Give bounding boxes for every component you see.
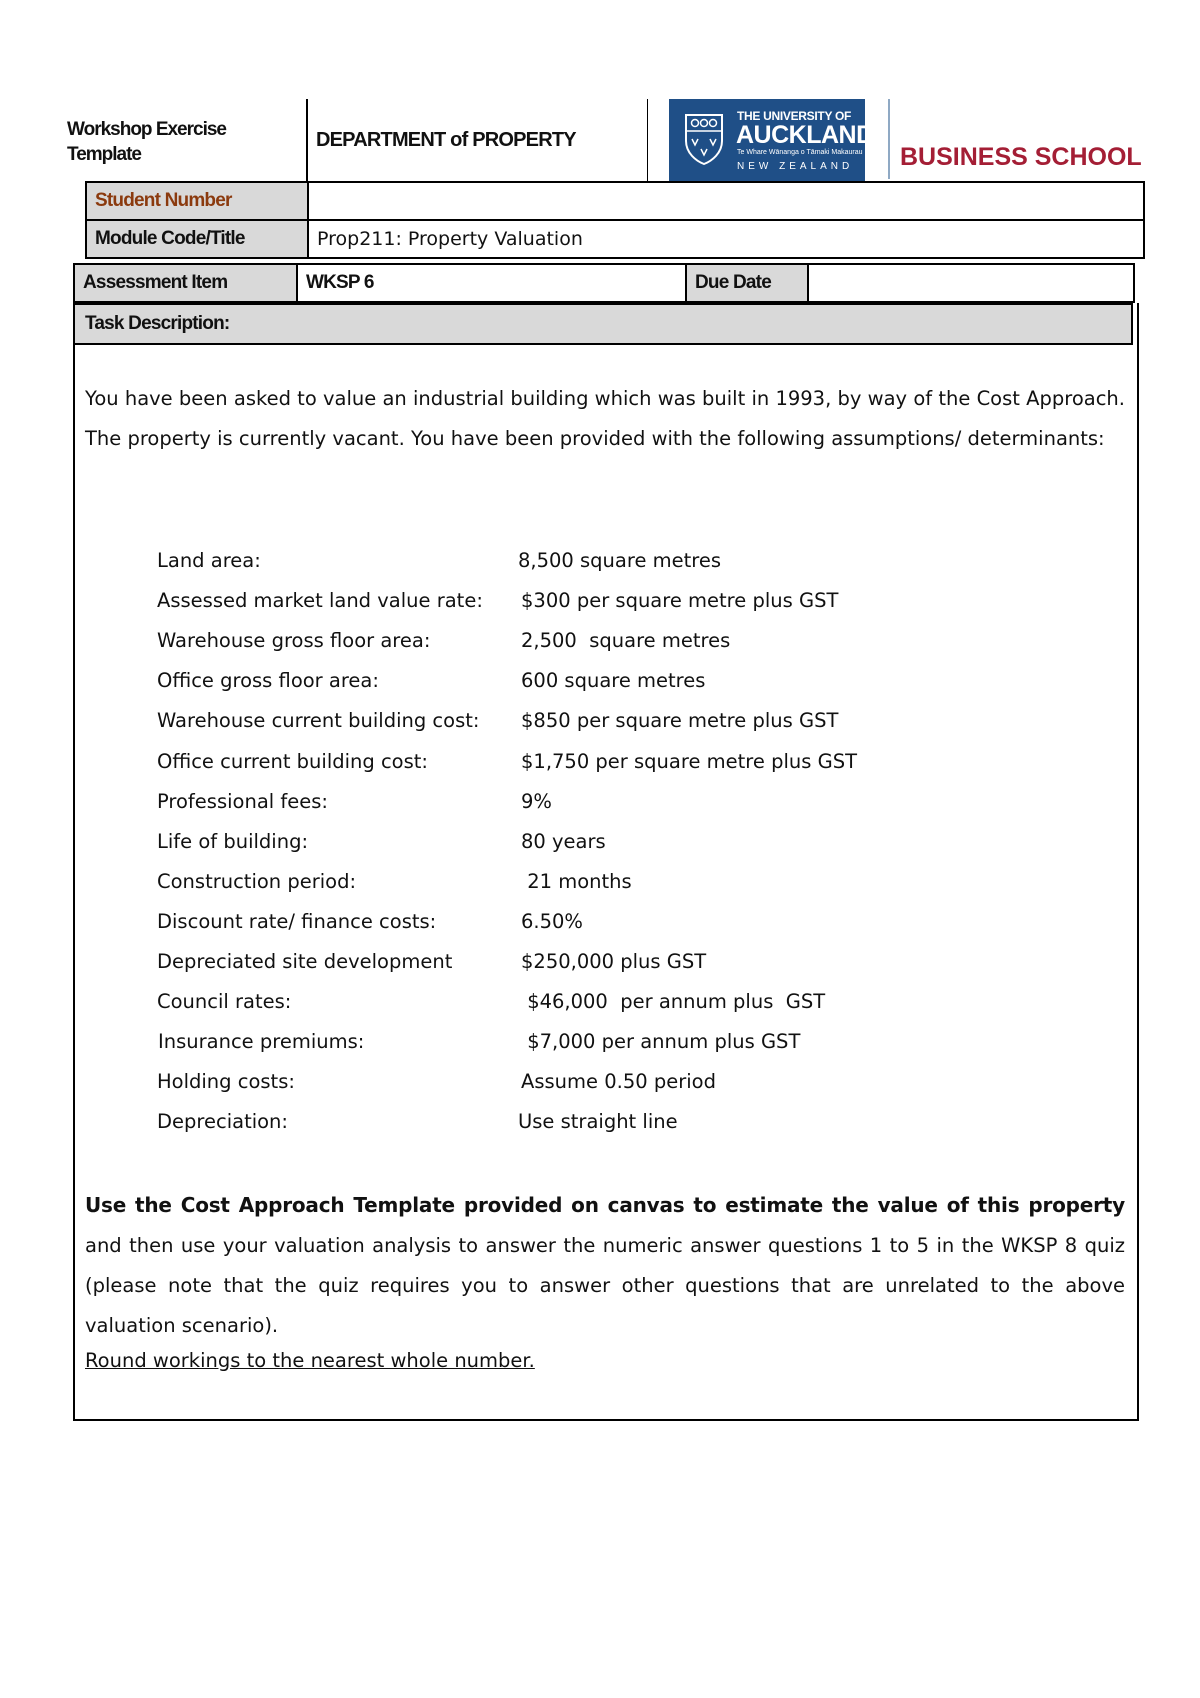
assumption-label: Land area: — [157, 549, 261, 572]
university-logo — [669, 99, 874, 181]
assumption-label: Construction period: — [157, 869, 357, 893]
assumption-value: 21 months — [521, 869, 632, 893]
rounding-note: Round workings to the nearest whole number. — [85, 1349, 535, 1372]
assessment-label: Assessment Item — [74, 264, 297, 302]
assumption-label: Council rates: — [157, 990, 292, 1014]
department-title: DEPARTMENT of PROPERTY — [316, 129, 576, 151]
due-date-value — [808, 264, 1134, 302]
assumption-value: $250,000 plus GST — [521, 950, 707, 973]
assumption-value: $1,750 per square metre plus GST — [521, 749, 857, 773]
assumption-label: Depreciated site development — [157, 950, 453, 973]
instruction-rest: and then use your valuation analysis to answer the numeric answer questions 1 to 5 in the WKSP 8 quiz (please note that the quiz requires you to answer other questions that are unrelated to the above valuation scenario). — [85, 1234, 1125, 1337]
assumption-label: Assessed market land value rate: — [157, 589, 483, 613]
assumption-label: Warehouse current building cost: — [157, 709, 480, 733]
assumption-value: Use straight line — [518, 1110, 678, 1134]
assumption-label: Life of building: — [157, 829, 309, 853]
template-title: Workshop Exercise Template — [67, 119, 227, 165]
assumption-label: Warehouse gross floor area: — [157, 629, 431, 653]
university-crest-icon — [684, 113, 724, 165]
student-number-value — [308, 182, 1144, 220]
header-divider — [306, 99, 308, 181]
assumption-value: 9% — [521, 789, 552, 813]
assumption-label: Holding costs: — [157, 1070, 295, 1094]
logo-line-3: Te Whare Wānanga o Tāmaki Makaurau — [737, 149, 863, 156]
assumption-value: 2,500 square metres — [521, 629, 731, 653]
business-school-divider — [888, 99, 890, 179]
logo-line-4: NEW ZEALAND — [737, 161, 854, 172]
student-number-label: Student Number — [86, 182, 308, 220]
assessment-table — [73, 263, 1135, 303]
assumption-value: 8,500 square metres — [518, 549, 722, 572]
assumption-label: Office gross floor area: — [157, 669, 379, 693]
assumption-value: Assume 0.50 period — [521, 1070, 716, 1094]
instruction-bold: Use the Cost Approach Template provided on canvas to estimate the value of this property — [85, 1193, 1125, 1217]
module-row — [86, 220, 1144, 258]
module-value: Prop211: Property Valuation — [308, 220, 1144, 258]
module-label: Module Code/Title — [86, 220, 308, 258]
due-date-label: Due Date — [686, 264, 808, 302]
header-divider — [647, 99, 648, 181]
student-module-table — [85, 181, 1145, 259]
assumption-value: $46,000 per annum plus GST — [521, 990, 826, 1014]
assumption-value: $7,000 per annum plus GST — [521, 1030, 801, 1054]
assumption-label: Professional fees: — [157, 789, 328, 813]
student-number-row — [86, 182, 1144, 220]
assumption-value: 6.50% — [521, 909, 583, 933]
assumption-label: Discount rate/ finance costs: — [157, 909, 437, 933]
assumption-value: 80 years — [521, 829, 606, 853]
assumption-value: $850 per square metre plus GST — [521, 709, 839, 733]
business-school-title: BUSINESS SCHOOL — [900, 143, 1142, 171]
task-instruction — [85, 1185, 1125, 1346]
assumption-label: Office current building cost: — [157, 749, 428, 773]
task-intro: You have been asked to value an industrial building which was built in 1993, by way of the Cost Approach. The property is currently vacant. You have been provided with the following assumptions/ determinants: — [85, 387, 1125, 450]
assumption-label: Depreciation: — [157, 1110, 288, 1134]
assumption-label: Insurance premiums: — [158, 1030, 365, 1054]
assumption-value: $300 per square metre plus GST — [521, 589, 839, 613]
assessment-value: WKSP 6 — [297, 264, 686, 302]
logo-line-2: AUCKLAND — [736, 121, 874, 149]
task-heading: Task Description: — [73, 303, 1133, 345]
assessment-row — [74, 264, 1134, 302]
logo-line-1: THE UNIVERSITY OF — [737, 109, 852, 123]
assumption-value: 600 square metres — [521, 669, 706, 693]
